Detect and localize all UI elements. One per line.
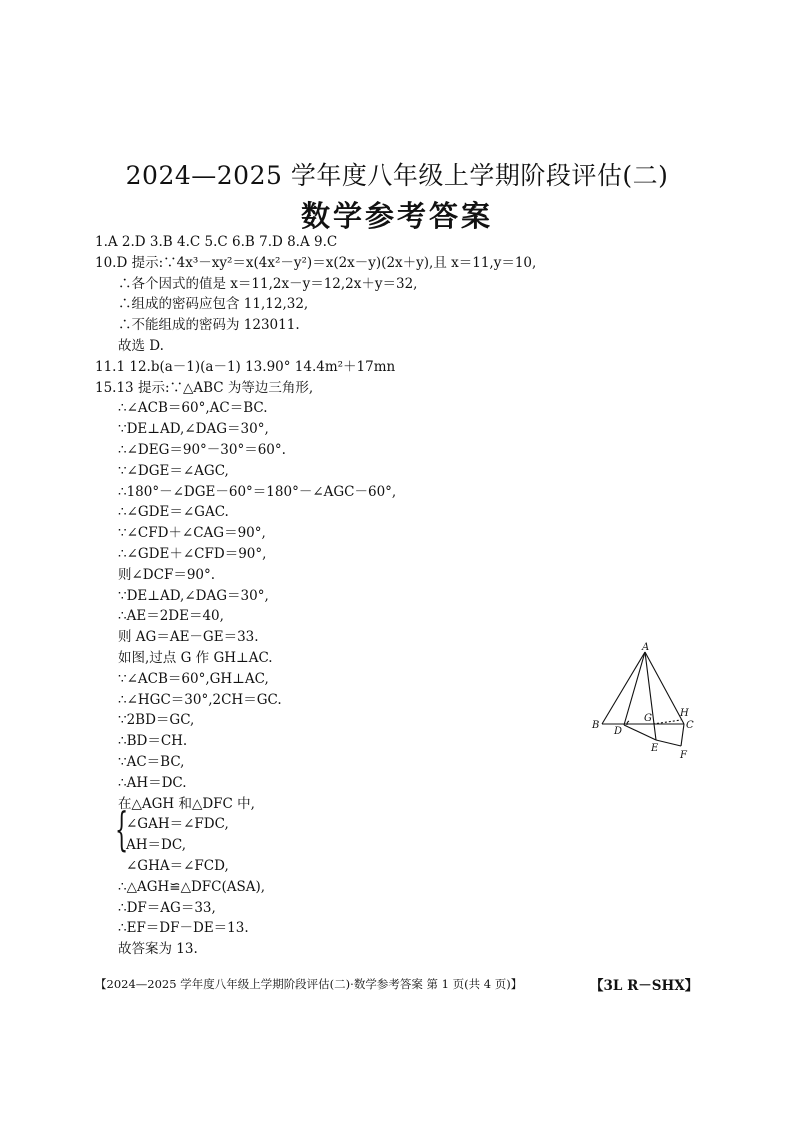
label-f: F <box>680 750 687 760</box>
segment-cf <box>681 724 684 746</box>
solution-line: ∴∠ACB＝60°,AC＝BC. <box>118 400 268 417</box>
solution-line: ∴DF＝AG＝33, <box>118 899 216 916</box>
solution-line: ∴BD＝CH. <box>118 733 188 750</box>
solution-line: ∴∠GDE＝∠GAC. <box>118 504 229 521</box>
system-line: ∠GHA＝∠FCD, <box>126 857 229 874</box>
answer-line-q11-14: 11.1 12.b(a－1)(a－1) 13.90° 14.4m²＋17mn <box>95 358 396 375</box>
system-line: AH＝DC, <box>126 837 186 854</box>
segment-ef <box>656 740 681 746</box>
label-g: G <box>644 713 652 724</box>
solution-line: ∵2BD＝GC, <box>118 712 195 729</box>
solution-line: ∵∠ACB＝60°,GH⊥AC, <box>118 670 269 687</box>
label-c: C <box>686 720 694 731</box>
solution-line: 则∠DCF＝90°. <box>118 566 216 583</box>
solution-line: 在△AGH 和△DFC 中, <box>118 795 255 812</box>
solution-line: ∵AC＝BC, <box>118 753 185 770</box>
solution-line: ∵∠CFD＋∠CAG＝90°, <box>118 525 266 542</box>
page-title: 2024—2025 学年度八年级上学期阶段评估(二) <box>125 161 669 190</box>
label-d: D <box>614 726 623 737</box>
solution-line: ∴各个因式的值是 x＝11,2x－y＝12,2x＋y＝32, <box>118 275 418 292</box>
solution-line: ∴AH＝DC. <box>118 774 187 791</box>
solution-line: ∴△AGH≌△DFC(ASA), <box>118 878 266 895</box>
segment-ae <box>645 652 656 740</box>
solution-line: ∴∠GDE＋∠CFD＝90°, <box>118 545 267 562</box>
solution-line: ∴∠DEG＝90°－30°＝60°. <box>118 441 286 458</box>
solution-line: ∵DE⊥AD,∠DAG＝30°, <box>118 587 269 604</box>
segment-ab <box>602 652 645 724</box>
solution-line: ∴EF＝DF－DE＝13. <box>118 920 249 937</box>
footer-code: 【3L R－SHX】 <box>590 978 699 994</box>
solution-line: ∴不能组成的密码为 123011. <box>118 317 300 334</box>
system-line: ∠GAH＝∠FDC, <box>126 816 229 833</box>
solution-line: ∵∠DGE＝∠AGC, <box>118 462 229 479</box>
geometry-figure <box>590 640 700 760</box>
answer-line-choices: 1.A 2.D 3.B 4.C 5.C 6.B 7.D 8.A 9.C <box>95 234 338 250</box>
solution-line: 如图,过点 G 作 GH⊥AC. <box>118 649 273 666</box>
page-footer <box>95 976 705 992</box>
system-brace: { <box>115 802 129 856</box>
answer-line-q10: 10.D 提示:∵4x³－xy²＝x(4x²－y²)＝x(2x－y)(2x＋y),且 x＝11,y＝10, <box>95 254 537 271</box>
solution-line: 则 AG＝AE－GE＝33. <box>118 629 259 646</box>
solution-line: 故选 D. <box>118 337 164 354</box>
label-e: E <box>651 743 659 754</box>
segment-ad <box>624 652 645 725</box>
label-b: B <box>592 720 600 731</box>
segment-gh <box>653 720 681 724</box>
segment-de <box>624 725 656 740</box>
solution-line: ∴AE＝2DE＝40, <box>118 608 224 625</box>
answer-line-q15: 15.13 提示:∵△ABC 为等边三角形, <box>95 379 314 396</box>
answer-body <box>95 232 735 960</box>
solution-line: ∴∠HGC＝30°,2CH＝GC. <box>118 691 282 708</box>
footer-text: 【2024—2025 学年度八年级上学期阶段评估(二)·数学参考答案 第 1 页(共 4 页)】 <box>95 977 523 991</box>
label-a: A <box>642 642 650 653</box>
page-subtitle: 数学参考答案 <box>300 199 493 233</box>
solution-line: ∴组成的密码应包含 11,12,32, <box>118 296 309 313</box>
solution-line: ∵DE⊥AD,∠DAG＝30°, <box>118 421 269 438</box>
label-h: H <box>680 708 689 719</box>
solution-line: 故答案为 13. <box>118 941 198 958</box>
solution-line: ∴180°－∠DGE－60°＝180°－∠AGC－60°, <box>118 483 397 500</box>
